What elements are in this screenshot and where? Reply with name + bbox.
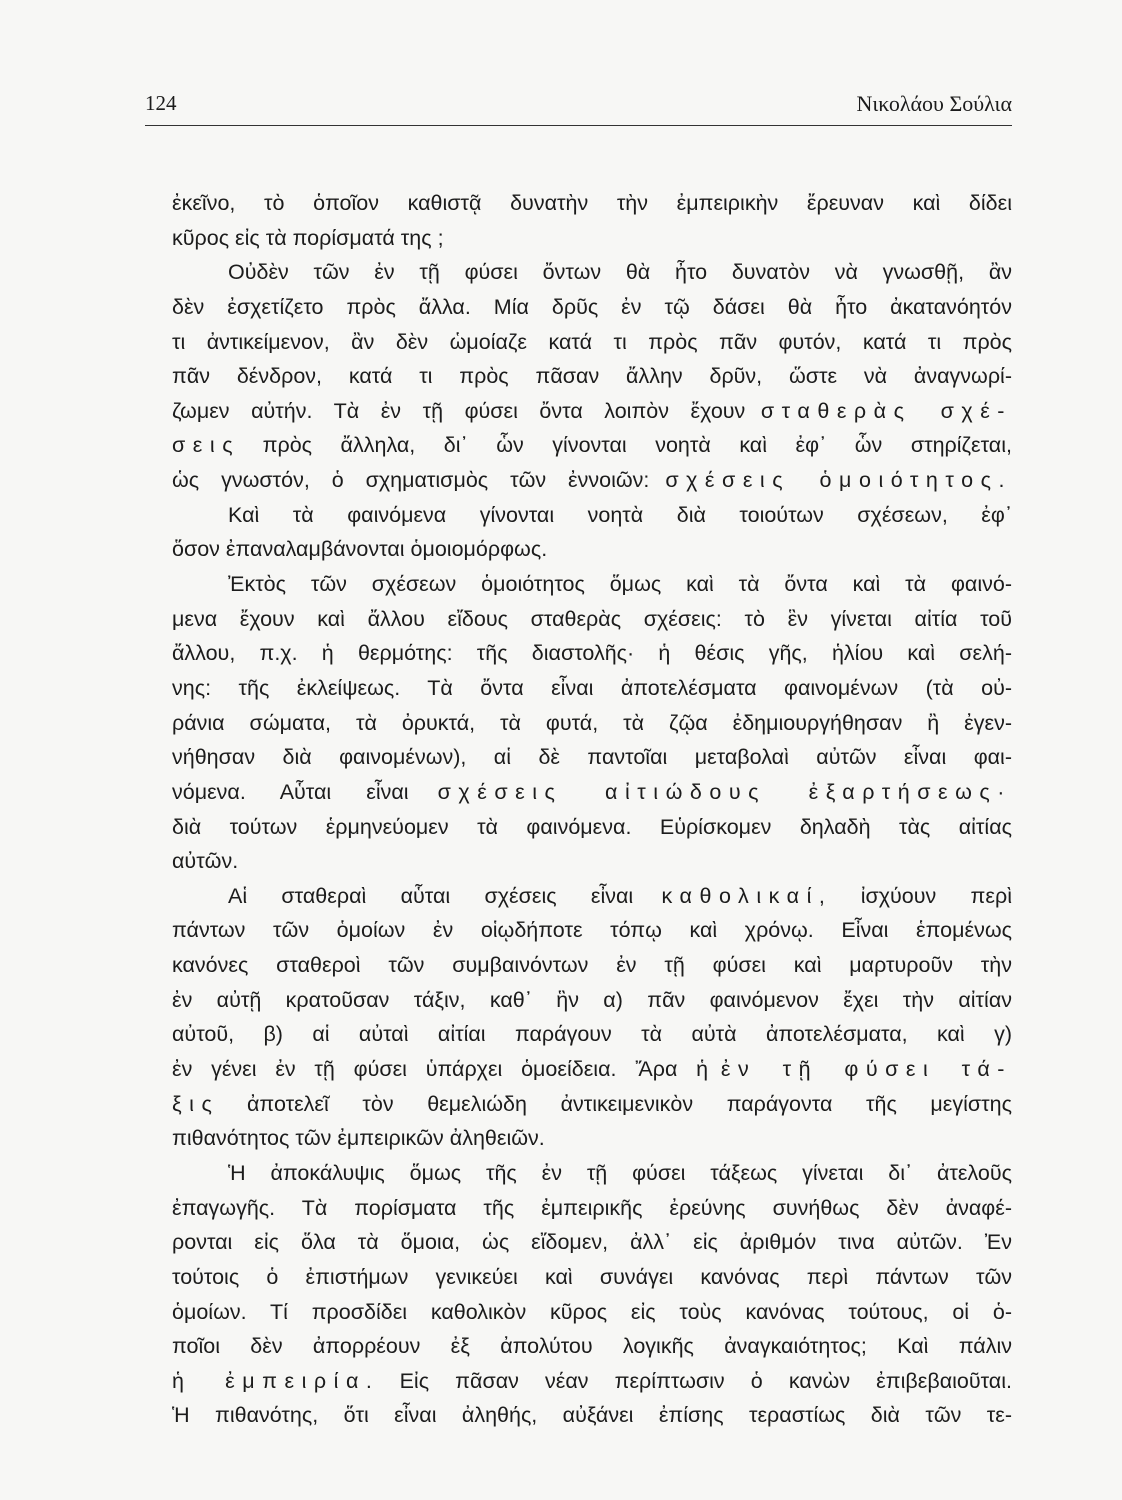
text-segment: πᾶν δένδρον, κατά τι πρὸς πᾶσαν ἄλλην δρῦν, ὥστε νὰ ἀναγνωρί-	[172, 364, 1012, 389]
text-line	[172, 325, 1012, 360]
text-line	[172, 602, 1012, 637]
text-line	[172, 879, 1012, 914]
text-segment: Καὶ τὰ φαινόμενα γίνονται νοητὰ διὰ τοιούτων σχέσεων, ἐφ᾽	[228, 502, 1012, 527]
text-segment: ὅσον ἐπαναλαμβάνονται ὁμοιομόρφως.	[172, 537, 548, 562]
text-segment: ἄλλου, π.χ. ἡ θερμότης: τῆς διαστολῆς· ἡ θέσις γῆς, ἡλίου καὶ σελή-	[172, 641, 1012, 666]
text-segment: τι ἀντικείμενον, ἂν δὲν ὡμοίαζε κατά τι πρὸς πᾶν φυτόν, κατά τι πρὸς	[172, 329, 1012, 354]
text-line	[172, 844, 1012, 879]
text-segment: Ἡ πιθανότης, ὅτι εἶναι ἀληθής, αὐξάνει ἐπίσης τεραστίως διὰ τῶν τε-	[172, 1403, 1012, 1428]
text-segment: ζωμεν αὐτήν. Τὰ ἐν τῇ φύσει ὄντα λοιπὸν ἔχουν	[172, 398, 746, 423]
text-line	[172, 498, 1012, 533]
text-segment: ὡς γνωστόν, ὁ σχηματισμὸς τῶν ἐννοιῶν:	[172, 468, 650, 493]
emphasized-spaced-text: καθολικαί,	[661, 883, 833, 908]
text-segment: Αἱ σταθεραὶ αὗται σχέσεις εἶναι	[228, 883, 634, 908]
text-line	[172, 983, 1012, 1018]
text-segment: ἐκεῖνο, τὸ ὁποῖον καθιστᾷ δυνατὴν τὴν ἐμπειρικὴν ἔρευναν καὶ δίδει	[172, 191, 1012, 215]
text-line	[172, 1191, 1012, 1226]
running-header-author: Νικολάου Σούλια	[856, 91, 1012, 116]
text-line	[172, 428, 1012, 463]
text-segment: πρὸς ἄλληλα, δι᾽ ὧν γίνονται νοητὰ καὶ ἐφ᾽ ὧν στηρίζεται,	[262, 433, 1012, 458]
emphasized-spaced-text: σταθερὰς σχέ-	[760, 398, 1012, 423]
text-line	[172, 186, 1012, 221]
text-segment: ποῖοι δὲν ἀπορρέουν ἐξ ἀπολύτου λογικῆς ἀναγκαιότητος; Καὶ πάλιν	[172, 1334, 1012, 1359]
text-line	[172, 948, 1012, 983]
text-line	[172, 1364, 1012, 1399]
text-line	[172, 394, 1012, 429]
text-segment: νόμενα. Αὗται εἶναι	[172, 779, 409, 804]
text-segment: νης: τῆς ἐκλείψεως. Τὰ ὄντα εἶναι ἀποτελέσματα φαινομένων (τὰ οὐ-	[172, 675, 1012, 700]
text-line	[172, 255, 1012, 290]
text-line	[172, 1225, 1012, 1260]
text-segment: τούτοις ὁ ἐπιστήμων γενικεύει καὶ συνάγει κανόνας περὶ πάντων τῶν	[172, 1264, 1012, 1289]
text-line	[172, 1260, 1012, 1295]
text-segment: πάντων τῶν ὁμοίων ἐν οἱῳδήποτε τόπῳ καὶ χρόνῳ. Εἶναι ἑπομένως	[172, 918, 1012, 943]
text-segment: Ἐκτὸς τῶν σχέσεων ὁμοιότητος ὅμως καὶ τὰ ὄντα καὶ τὰ φαινό-	[228, 572, 1012, 597]
emphasized-spaced-text: ἡ ἐμπειρία.	[172, 1368, 380, 1393]
text-line	[172, 1398, 1012, 1433]
text-segment: ὁμοίων. Τί προσδίδει καθολικὸν κῦρος εἰς τοὺς κανόνας τούτους, οἱ ὁ-	[172, 1299, 1012, 1324]
text-line	[172, 463, 1012, 498]
text-segment: ἀποτελεῖ τὸν θεμελιώδη ἀντικειμενικὸν παράγοντα τῆς μεγίστης	[246, 1091, 1012, 1116]
text-segment: ἐπαγωγῆς. Τὰ πορίσματα τῆς ἐμπειρικῆς ἐρεύνης συνήθως δὲν ἀναφέ-	[172, 1195, 1012, 1220]
emphasized-spaced-text: σχέσεις αἰτιώδους ἐξαρτήσεως·	[437, 779, 1012, 804]
text-line	[172, 221, 1012, 256]
text-line	[172, 1329, 1012, 1364]
text-line	[172, 1017, 1012, 1052]
text-line	[172, 290, 1012, 325]
text-segment: αὐτοῦ, β) αἱ αὐταὶ αἰτίαι παράγουν τὰ αὐτὰ ἀποτελέσματα, καὶ γ)	[172, 1022, 1012, 1047]
text-line	[172, 1087, 1012, 1122]
emphasized-spaced-text: σεις	[172, 433, 241, 458]
text-segment: ρονται εἰς ὅλα τὰ ὅμοια, ὡς εἴδομεν, ἀλλ᾽ εἰς ἀριθμόν τινα αὐτῶν. Ἐν	[172, 1230, 1012, 1255]
emphasized-spaced-text: ἐν τῇ φύσει τά-	[720, 1057, 1012, 1082]
text-line	[172, 775, 1012, 810]
page-body-text	[172, 186, 1012, 1433]
text-segment: ράνια σώματα, τὰ ὀρυκτά, τὰ φυτά, τὰ ζῷα ἐδημιουργήθησαν ἢ ἐγεν-	[172, 710, 1012, 735]
text-segment: Ἡ ἀποκάλυψις ὅμως τῆς ἐν τῇ φύσει τάξεως γίνεται δι᾽ ἀτελοῦς	[228, 1160, 1012, 1185]
text-segment: μενα ἔχουν καὶ ἄλλου εἴδους σταθερὰς σχέσεις: τὸ ἓν γίνεται αἰτία τοῦ	[172, 606, 1012, 631]
text-line	[172, 1052, 1012, 1087]
text-segment: νήθησαν διὰ φαινομένων), αἱ δὲ παντοῖαι μεταβολαὶ αὐτῶν εἶναι φαι-	[172, 745, 1012, 770]
text-segment: κανόνες σταθεροὶ τῶν συμβαινόντων ἐν τῇ φύσει καὶ μαρτυροῦν τὴν	[172, 953, 1012, 978]
text-line	[172, 636, 1012, 671]
text-segment: αὐτῶν.	[172, 849, 239, 874]
text-line	[172, 810, 1012, 845]
page-number: 124	[145, 91, 177, 115]
text-segment: πιθανότητος τῶν ἐμπειρικῶν ἀληθειῶν.	[172, 1126, 545, 1151]
text-line	[172, 1156, 1012, 1191]
text-line	[172, 567, 1012, 602]
text-segment: ἰσχύουν περὶ	[860, 883, 1012, 908]
text-segment: Οὐδὲν τῶν ἐν τῇ φύσει ὄντων θὰ ἦτο δυνατὸν νὰ γνωσθῇ, ἂν	[228, 260, 1012, 285]
text-segment: διὰ τούτων ἑρμηνεύομεν τὰ φαινόμενα. Εὑρίσκομεν δηλαδὴ τὰς αἰτίας	[172, 814, 1012, 839]
text-line	[172, 706, 1012, 741]
text-line	[172, 671, 1012, 706]
text-segment: κῦρος εἰς τὰ πορίσματά της ;	[172, 225, 444, 250]
text-segment: δὲν ἐσχετίζετο πρὸς ἄλλα. Μία δρῦς ἐν τῷ δάσει θὰ ἦτο ἀκατανόητόν	[172, 294, 1012, 319]
emphasized-spaced-text: ξις	[172, 1091, 220, 1116]
text-line	[172, 1295, 1012, 1330]
text-line	[172, 913, 1012, 948]
text-segment: Εἰς πᾶσαν νέαν περίπτωσιν ὁ κανὼν ἐπιβεβαιοῦται.	[399, 1368, 1012, 1393]
text-segment: ἐν αὐτῇ κρατοῦσαν τάξιν, καθ᾽ ἣν α) πᾶν φαινόμενον ἔχει τὴν αἰτίαν	[172, 987, 1012, 1012]
header-rule	[145, 125, 1012, 126]
text-segment: ἐν γένει ἐν τῇ φύσει ὑπάρχει ὁμοείδεια. Ἄρα ἡ	[172, 1057, 709, 1082]
text-line	[172, 1121, 1012, 1156]
text-line	[172, 359, 1012, 394]
emphasized-spaced-text: σχέσεις ὁμοιότητος.	[665, 468, 1012, 493]
text-line	[172, 532, 1012, 567]
text-line	[172, 740, 1012, 775]
